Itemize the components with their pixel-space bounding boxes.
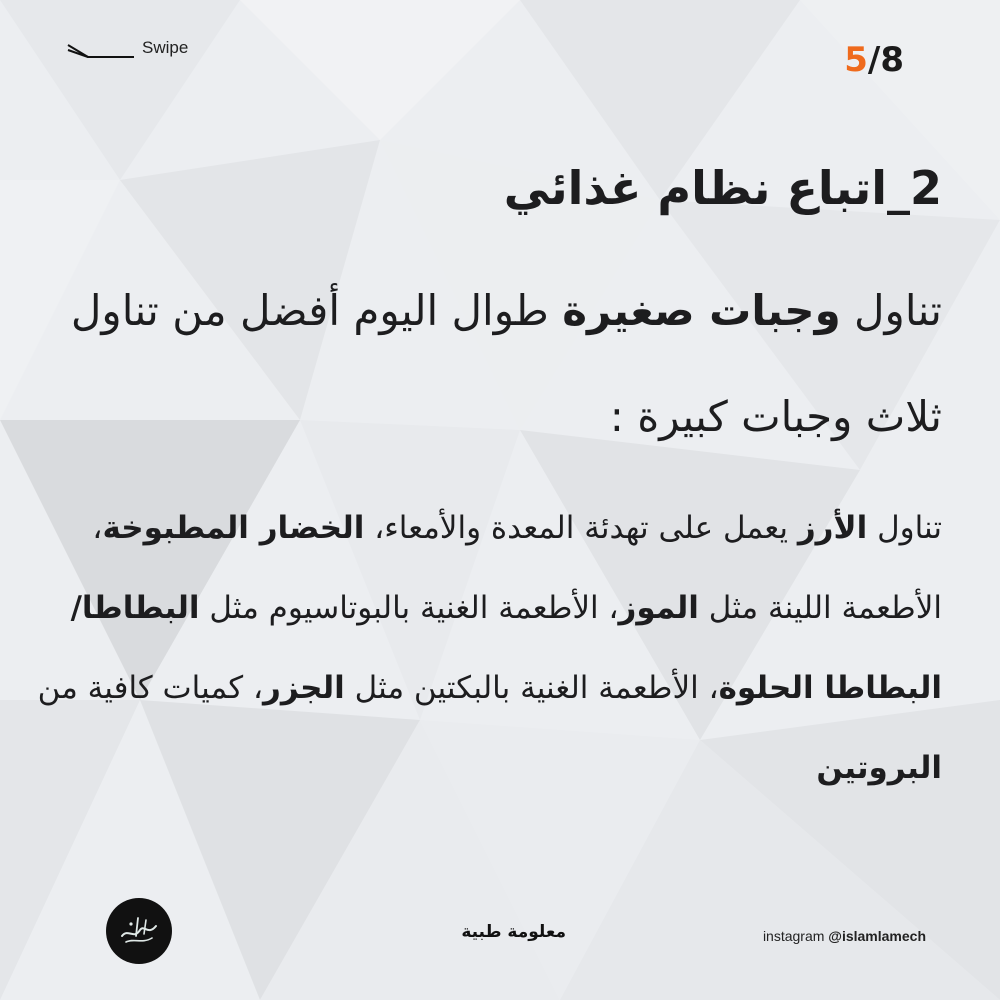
section-heading: 2_اتباع نظام غذائي: [503, 161, 942, 215]
lead-text-1: تناول: [840, 286, 942, 335]
swipe-hint: [66, 36, 188, 60]
body-bold-banana: الموز: [618, 590, 699, 626]
instagram-prefix: instagram: [762, 928, 829, 944]
instagram-handle[interactable]: @islamlamech: [828, 928, 926, 944]
body-bold-potato: البطاطا/البطاطا الحلوة: [70, 590, 942, 706]
body-text-5: ، الأطعمة الغنية بالبكتين مثل: [344, 670, 719, 706]
body-text-1: تناول: [867, 510, 942, 546]
calligraphy-logo-icon: [114, 906, 164, 956]
body-text-2: يعمل على تهدئة المعدة والأمعاء،: [364, 510, 798, 546]
body-bold-vegetables: الخضار المطبوخة: [102, 510, 365, 546]
brand-logo: [106, 898, 172, 964]
footer-title: معلومة طبية: [461, 922, 566, 942]
instagram-credit: [763, 928, 926, 944]
swipe-label: Swipe: [142, 38, 189, 57]
body-bold-protein: البروتين: [816, 750, 942, 786]
body-text-3: ، الأطعمة اللينة مثل: [92, 510, 942, 626]
body-text-6: ، كميات كافية من: [37, 670, 264, 706]
page-counter: [844, 40, 904, 80]
lead-paragraph: [42, 258, 942, 470]
body-text-4: ، الأطعمة الغنية بالبوتاسيوم مثل: [199, 590, 619, 626]
page-current: 5: [844, 40, 868, 80]
lead-bold-1: وجبات صغيرة: [562, 286, 841, 335]
page-total: /8: [867, 40, 904, 80]
swipe-arrow-icon: [66, 36, 136, 60]
body-paragraph: [37, 488, 942, 808]
body-bold-rice: الأرز: [797, 510, 868, 546]
body-bold-carrot: الجزر: [263, 670, 345, 706]
lead-text-2: طوال اليوم أفضل من تناول ثلاث وجبات كبيرة :: [70, 286, 942, 441]
